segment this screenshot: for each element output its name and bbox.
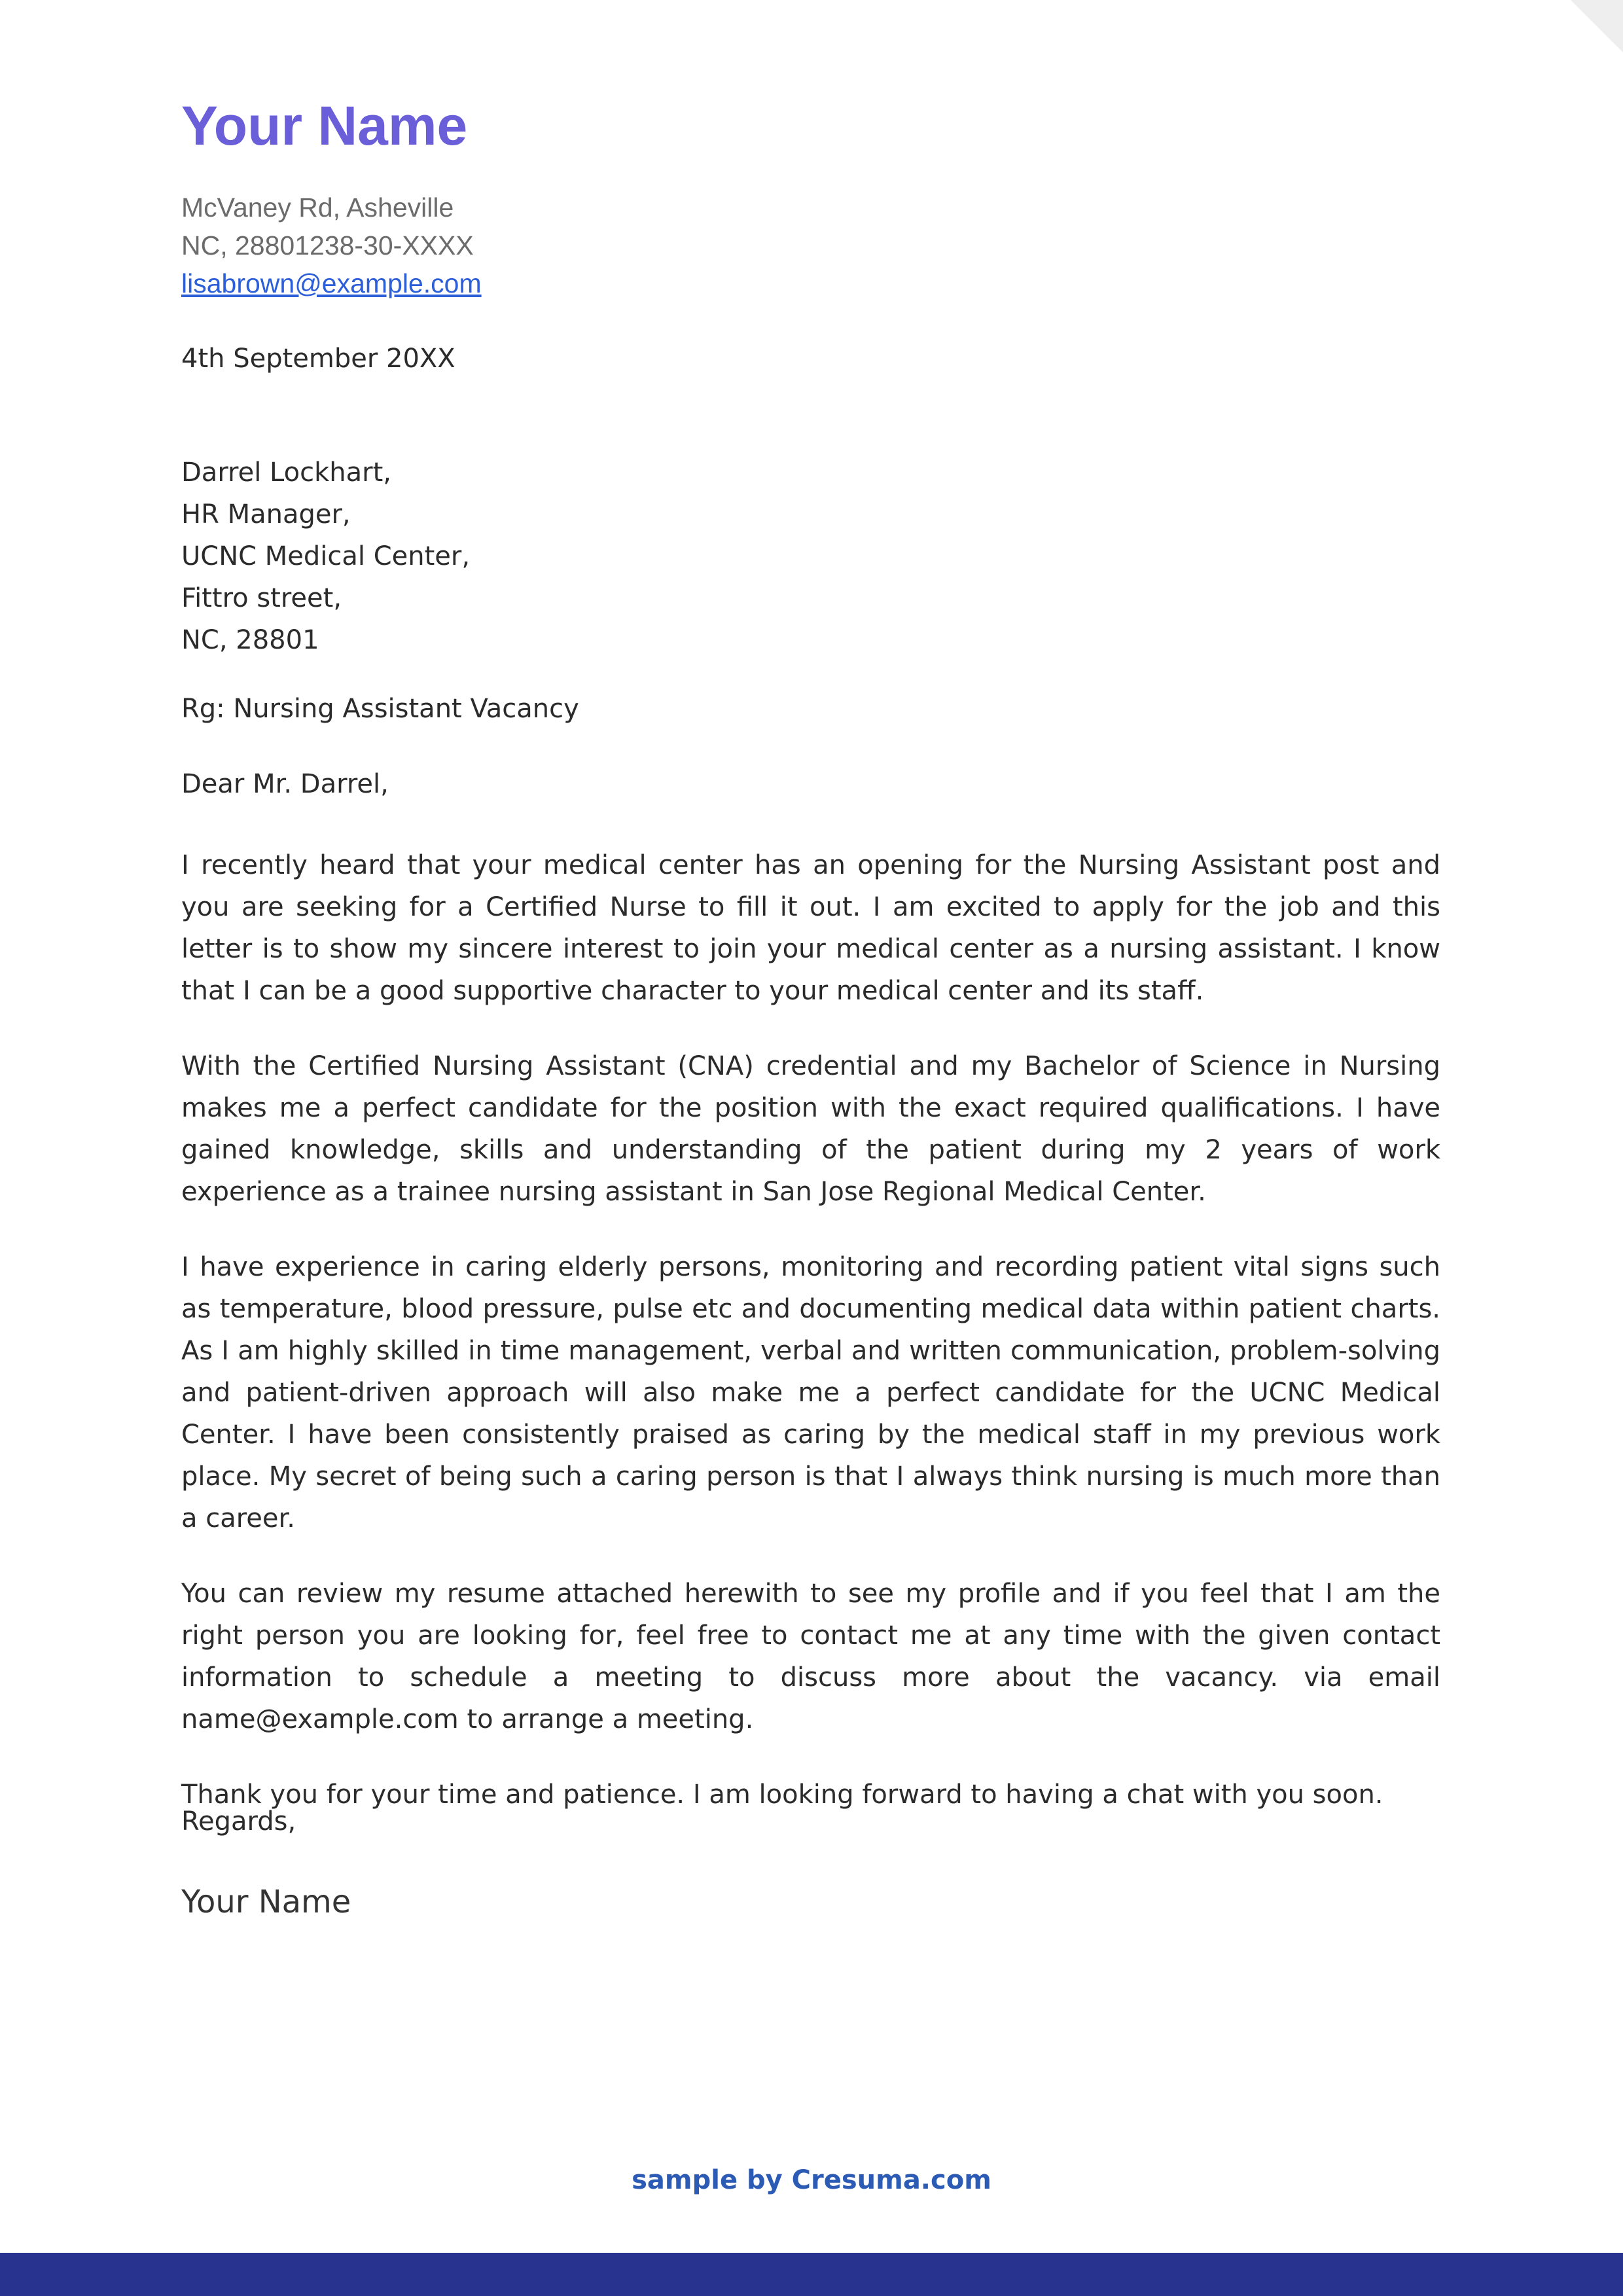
page-corner-fold — [1571, 0, 1623, 52]
address-line-2: NC, 28801238-30-XXXX — [181, 230, 474, 260]
footer-bar — [0, 2253, 1623, 2296]
footer-credit[interactable]: sample by Cresuma.com — [632, 2165, 991, 2195]
recipient-street: Fittro street, — [181, 583, 342, 613]
recipient-name: Darrel Lockhart, — [181, 457, 391, 488]
recipient-city: NC, 28801 — [181, 625, 319, 655]
body-paragraph: I recently heard that your medical center has an opening for the Nursing Assistant post and you are seeking for a Certified Nurse to fill it out. I am excited to apply for the job and this letter is to show my sincere interest to join your medical center as a nursing assistant. I know that I can be a good supportive character to your medical center and its staff. — [181, 850, 1440, 1006]
salutation: Dear Mr. Darrel, — [181, 769, 389, 799]
recipient-company: UCNC Medical Center, — [181, 541, 471, 571]
address-line-1: McVaney Rd, Asheville — [181, 192, 454, 223]
subject-line: Rg: Nursing Assistant Vacancy — [181, 694, 579, 724]
recipient-title: HR Manager, — [181, 499, 351, 529]
letter-body — [181, 844, 1440, 1849]
email-link[interactable]: lisabrown@example.com — [181, 268, 482, 298]
signature-name: Your Name — [181, 1884, 351, 1920]
body-paragraph: With the Certified Nursing Assistant (CNA) credential and my Bachelor of Science in Nursing makes me a perfect candidate for the position with the exact required qualifications. I have gained knowledge, skills and understanding of the patient during my 2 years of work experience as a trainee nursing assistant in San Jose Regional Medical Center. — [181, 1051, 1440, 1207]
body-paragraph: You can review my resume attached herewith to see my profile and if you feel that I am the right person you are looking for, feel free to contact me at any time with the given contact information to schedule a meeting to discuss more about the vacancy. via email name@example.com to arrange a meeting. — [181, 1579, 1440, 1734]
closing: Regards, — [181, 1806, 296, 1837]
applicant-name-heading: Your Name — [181, 95, 468, 156]
body-paragraph: I have experience in caring elderly persons, monitoring and recording patient vital signs such as temperature, blood pressure, pulse etc and documenting medical data within patient charts. As I am highly skilled in time management, verbal and written communication, problem-solving and patient-driven approach will also make me a perfect candidate for the UCNC Medical Center. I have been consistently praised as caring by the medical staff in my previous work place. My secret of being such a caring person is that I always think nursing is much more than a career. — [181, 1252, 1440, 1534]
contact-block — [181, 188, 482, 302]
letter-date: 4th September 20XX — [181, 344, 455, 374]
body-paragraph: Thank you for your time and patience. I am looking forward to having a chat with you soon. — [181, 1780, 1383, 1810]
recipient-block — [181, 452, 470, 661]
